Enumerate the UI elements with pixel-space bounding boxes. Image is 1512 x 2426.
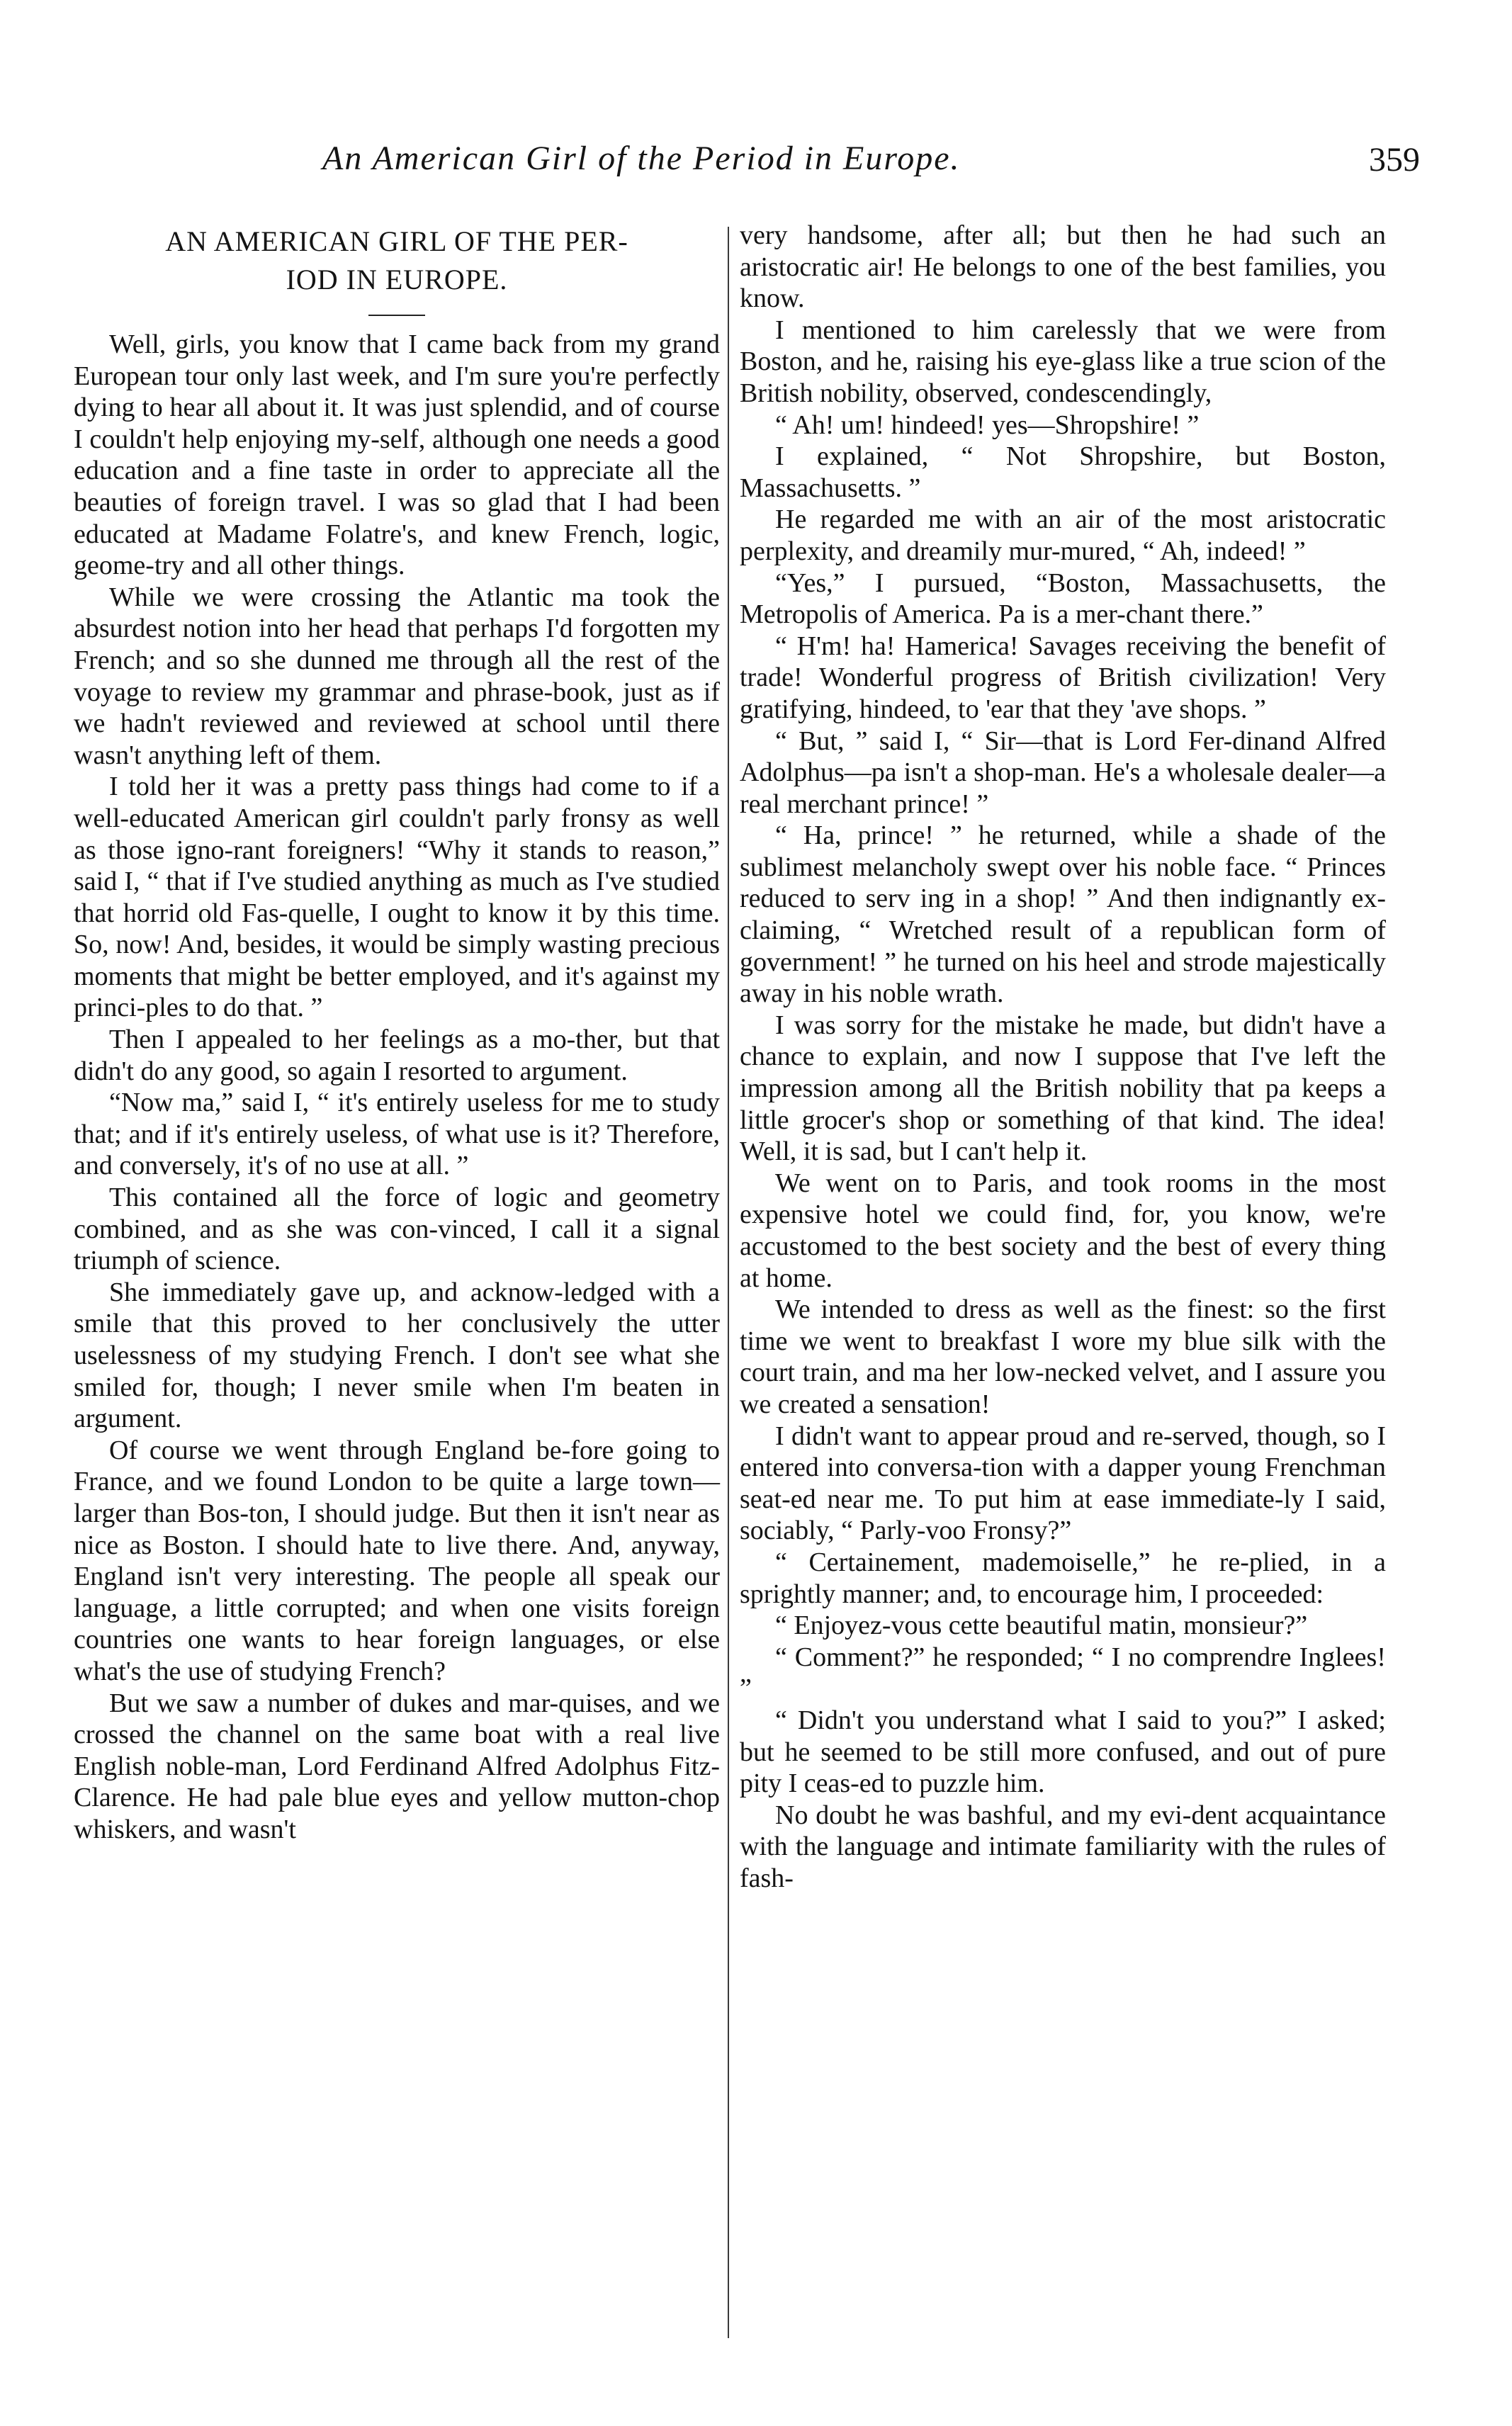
paragraph: But we saw a number of dukes and mar-quises, and we crossed the channel on the same boat with a real live English noble-man, Lord Ferdinand Alfred Adolphus Fitz-Clarence. He had pale blue eyes and yellow mutton-chop whiskers, and wasn't — [74, 1688, 720, 1844]
left-column — [74, 220, 720, 1846]
page-number: 359 — [1369, 141, 1420, 179]
running-title: An American Girl of the Period in Europe. — [322, 140, 961, 177]
paragraph: “ But, ” said I, “ Sir—that is Lord Fer-dinand Alfred Adolphus—pa isn't a shop-man. He's a wholesale dealer—a real merchant prince! ” — [740, 726, 1386, 819]
paragraph: She immediately gave up, and acknow-ledged with a smile that this proved to her conclusively the utter uselessness of my studying French. I don't see what she smiled for, though; I never smile when I'm beaten in argument. — [74, 1277, 720, 1434]
paragraph: very handsome, after all; but then he had such an aristocratic air! He belongs to one of the best families, you know. — [740, 220, 1386, 314]
title-rule — [368, 315, 425, 316]
paragraph: While we were crossing the Atlantic ma took the absurdest notion into her head that perhaps I'd forgotten my French; and so she dunned me through all the rest of the voyage to review my grammar and phrase-book, just as if we hadn't reviewed and reviewed at school until there wasn't anything left of them. — [74, 582, 720, 770]
paragraph: I told her it was a pretty pass things had come to if a well-educated American girl couldn't parly fronsy as well as those igno-rant foreigners! “Why it stands to reason,” said I, “ that if I've studied anything as much as I've studied that horrid old Fas-quelle, I ought to know it by this time. So, now! And, besides, it would be simply wasting precious moments that might be better employed, and it's against my princi-ples to do that. ” — [74, 772, 720, 1023]
article-title-line-1: AN AMERICAN GIRL OF THE PER- — [165, 225, 628, 257]
paragraph: We intended to dress as well as the finest: so the first time we went to breakfast I wore my blue silk with the court train, and ma her low-necked velvet, and I assure you we created a sensation! — [740, 1294, 1386, 1419]
article-title-line-2: IOD IN EUROPE. — [286, 264, 508, 295]
paragraph: “ Comment?” he responded; “ I no comprendre Inglees! ” — [740, 1642, 1386, 1704]
paragraph: He regarded me with an air of the most aristocratic perplexity, and dreamily mur-mured, “ Ah, indeed! ” — [740, 504, 1386, 566]
paragraph: “ Ah! um! hindeed! yes—Shropshire! ” — [775, 410, 1200, 440]
paragraph: “ Certainement, mademoiselle,” he re-plied, in a sprightly manner; and, to encourage him, I proceeded: — [740, 1547, 1386, 1609]
paragraph: “ Ha, prince! ” he returned, while a shade of the sublimest melancholy swept over his noble face. “ Princes reduced to serv ing in a shop! ” And then indignantly ex-claiming, “ Wretched result of a republican form of government! ” he turned on his heel and strode majestically away in his noble wrath. — [740, 820, 1386, 1009]
column-divider — [728, 227, 729, 2338]
paragraph: Of course we went through England be-fore going to France, and we found London to be quite a large town—larger than Bos-ton, I should judge. But then it isn't near as nice as Boston. I should hate to live there. And, anyway, England isn't very interesting. The people all speak our language, a little corrupted; and when one visits foreign countries one wants to hear foreign languages, or else what's the use of studying French? — [74, 1435, 720, 1686]
paragraph: Then I appealed to her feelings as a mo-ther, but that didn't do any good, so again I resorted to argument. — [74, 1025, 720, 1086]
paragraph: Well, girls, you know that I came back from my grand European tour only last week, and I'm sure you're perfectly dying to hear all about it. It was just splendid, and of course I couldn't help enjoying my-self, although one needs a good education and a fine taste in order to appreciate all the beauties of foreign travel. I was so glad that I had been educated at Madame Folatre's, and knew French, logic, geome-try and all other things. — [74, 329, 720, 581]
paragraph: “ Enjoyez-vous cette beautiful matin, monsieur?” — [775, 1610, 1308, 1641]
paragraph: “Yes,” I pursued, “Boston, Massachusetts, the Metropolis of America. Pa is a mer-chant there.” — [740, 568, 1386, 630]
article-title — [74, 222, 720, 299]
paragraph: “Now ma,” said I, “ it's entirely useless for me to study that; and if it's entirely useless, of what use is it? Therefore, and conversely, it's of no use at all. ” — [74, 1088, 720, 1181]
paragraph: “ H'm! ha! Hamerica! Savages receiving the benefit of trade! Wonderful progress of British civilization! Very gratifying, hindeed, to 'ear that they 'ave shops. ” — [740, 631, 1386, 724]
paragraph: I explained, “ Not Shropshire, but Boston, Massachusetts. ” — [740, 441, 1386, 503]
paragraph: “ Didn't you understand what I said to you?” I asked; but he seemed to be still more confused, and out of pure pity I ceas-ed to puzzle him. — [740, 1705, 1386, 1799]
paragraph: I didn't want to appear proud and re-served, though, so I entered into conversa-tion with a dapper young Frenchman seat-ed near me. To put him at ease immediate-ly I said, sociably, “ Parly-voo Fronsy?” — [740, 1421, 1386, 1546]
page-header — [67, 139, 1445, 188]
right-column — [740, 220, 1386, 1894]
paragraph: I was sorry for the mistake he made, but didn't have a chance to explain, and now I suppose that I've left the impression among all the British nobility that pa keeps a little grocer's shop or something of that kind. The idea! Well, it is sad, but I can't help it. — [740, 1010, 1386, 1167]
paragraph: We went on to Paris, and took rooms in the most expensive hotel we could find, for, you know, we're accustomed to the best society and the best of every thing at home. — [740, 1168, 1386, 1293]
paragraph: No doubt he was bashful, and my evi-dent acquaintance with the language and intimate familiarity with the rules of fash- — [740, 1800, 1386, 1893]
paragraph: This contained all the force of logic and geometry combined, and as she was con-vinced, I call it a signal triumph of science. — [74, 1183, 720, 1276]
paragraph: I mentioned to him carelessly that we were from Boston, and he, raising his eye-glass like a true scion of the British nobility, observed, condescendingly, — [740, 315, 1386, 408]
